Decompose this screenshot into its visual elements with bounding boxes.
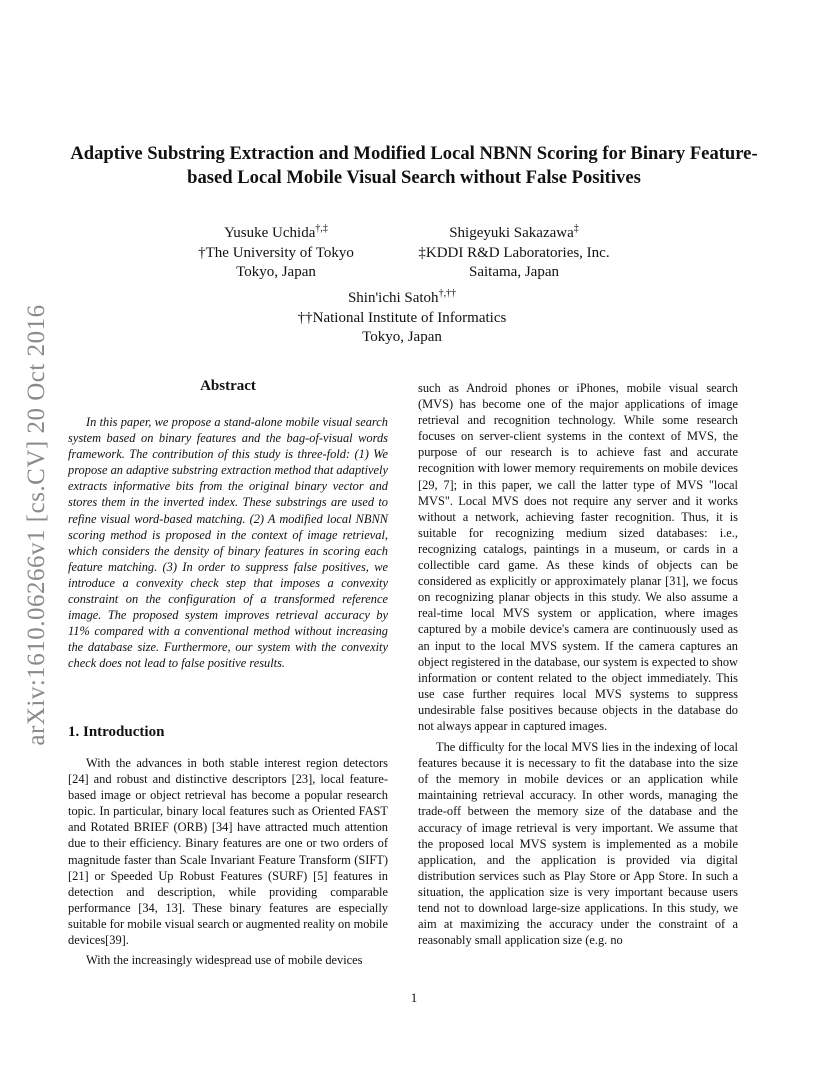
author-block-1 xyxy=(176,219,376,283)
introduction-body xyxy=(68,755,388,968)
author-block-2 xyxy=(398,219,630,283)
paper-title: Adaptive Substring Extraction and Modified Local NBNN Scoring for Binary Feature-based Local Mobile Visual Search without False Positives xyxy=(70,143,758,188)
abstract-body xyxy=(68,414,388,672)
paragraph: With the increasingly widespread use of mobile devices xyxy=(86,953,363,968)
paragraph: The difficulty for the local MVS lies in the indexing of local features because it is necessary to fit the database into the size of the memory in mobile devices or an application while maintaining retrieval accuracy. In other words, managing the trade-off between the memory size of the database and the accuracy of image retrieval is very important. We assume that the proposed local MVS system is implemented as a mobile application, and the application is provided via digital distribution services such as Play Store or App Store. In such a situation, the application size is very important because users tend not to download large-size applications. In this study, we aim at maximizing the accuracy under the constraint of a reasonably small application size (e.g. no xyxy=(418,740,738,948)
paragraph: such as Android phones or iPhones, mobile visual search (MVS) has become one of the major applications of image retrieval and recognition technology. While some research focuses on server-client systems in the context of MVS, the purpose of our research is to achieve fast and accurate recognition with lower memory requirements on mobile devices [29, 7]; in this paper, we call the latter type of MVS "local MVS". Local MVS does not require any server and it works without a network, achieving faster recognition. Thus, it is suitable for recognizing medium sized databases: i.e., recognizing catalogs, paintings in a museum, or cards in a collectible card game. As these kinds of objects can be considered as explicitly or approximately planar [31], we focus on recognizing planar objects in this study. We also assume a real-time local MVS system or application, where images captured by a mobile device's camera are continuously used as an input to the local MVS system. If the camera captures an object registered in the database, our system is expected to show information or content related to the object immediately. This use case further requires local MVS systems to suppress undesirable false positives because objects in the database do not always appear in captured images. xyxy=(418,381,738,733)
author-affiliation: ‡KDDI R&D Laboratories, Inc. xyxy=(418,244,610,261)
author-name: Shin'ichi Satoh†,†† xyxy=(347,288,457,306)
author-block-3 xyxy=(250,284,554,348)
author-location: Tokyo, Japan xyxy=(236,264,316,280)
arxiv-stamp: arXiv:1610.06266v1 [cs.CV] 20 Oct 2016 xyxy=(23,304,50,746)
right-column xyxy=(418,380,738,948)
author-affiliation: ††National Institute of Informatics xyxy=(297,309,507,326)
section-heading-introduction: 1. Introduction xyxy=(68,724,165,740)
author-name: Yusuke Uchida†,‡ xyxy=(224,223,328,241)
author-location: Saitama, Japan xyxy=(469,264,559,280)
author-location: Tokyo, Japan xyxy=(362,329,442,345)
author-affiliation: †The University of Tokyo xyxy=(198,244,354,261)
abstract-text: In this paper, we propose a stand-alone mobile visual search system based on binary features and the bag-of-visual words framework. The contribution of this study is three-fold: (1) We propose an adaptive substring extraction method that adaptively extracts informative bits from the original binary vector and stores them in the inverted index. These substrings are used to refine visual word-based matching. (2) A modified local NBNN scoring method is proposed in the context of image retrieval, which considers the density of binary features in scoring each feature matching. (3) In order to suppress false positives, we introduce a convexity check step that imposes a convexity constraint on the configuration of a transformed reference image. The proposed system improves retrieval accuracy by 11% compared with a conventional method without increasing the database size. Furthermore, our system with the convexity check does not lead to false positive results. xyxy=(68,415,388,671)
paragraph: With the advances in both stable interest region detectors [24] and robust and distinctive descriptors [23], local feature-based image or object retrieval has become a popular research topic. In particular, binary local features such as Oriented FAST and Rotated BRIEF (ORB) [34] have attracted much attention due to their efficiency. Binary features are one or two orders of magnitude faster than Scale Invariant Feature Transform (SIFT) [21] or Speeded Up Robust Features (SURF) [5] features in detection and description, while providing comparable performance [34, 13]. These binary features are especially suitable for mobile visual search or augmented reality on mobile devices[39]. xyxy=(68,756,388,948)
abstract-heading: Abstract xyxy=(200,378,256,394)
author-name: Shigeyuki Sakazawa‡ xyxy=(449,223,579,241)
page-number: 1 xyxy=(410,990,418,1005)
